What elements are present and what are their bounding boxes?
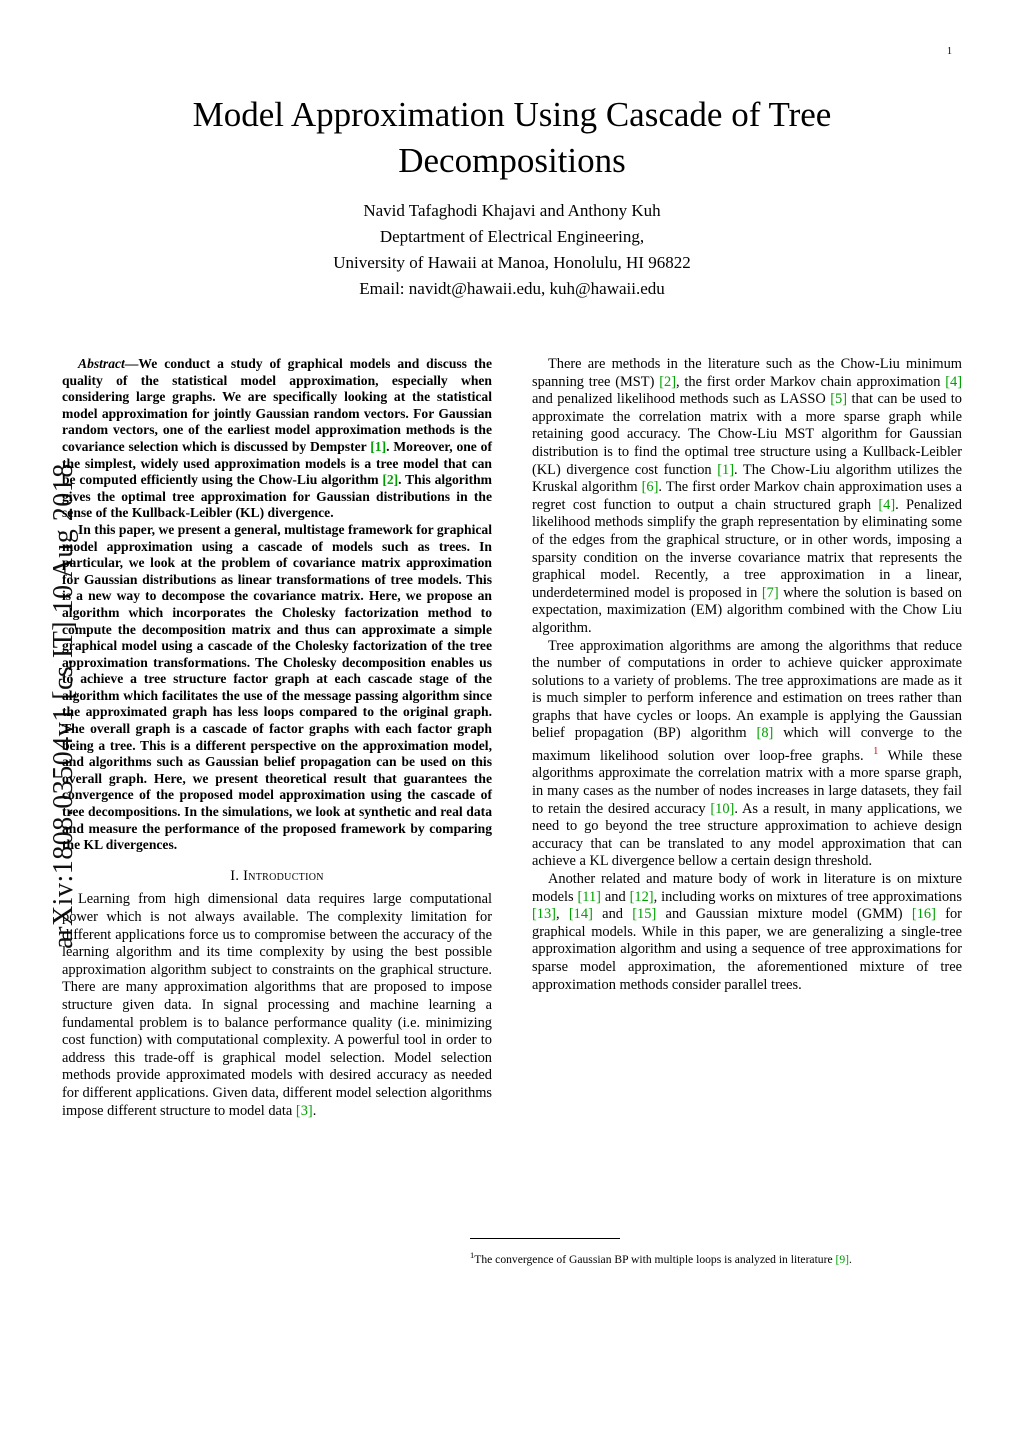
citation-ref[interactable]: [2] [659, 373, 676, 390]
rc-p3-b: and [600, 888, 630, 905]
abstract-text-c: . This algorithm gives the optimal tree approximation for Gaussian distributions in the sense of the Kullback-Leibler (KL) divergence. [62, 472, 492, 521]
rc-p1-e: . The Chow-Liu algorithm utilizes the Kruskal algorithm [532, 461, 962, 496]
rc-p1-h: where the solution is based on expectation, maximization (EM) algorithm combined with the Chow Liu algorithm. [532, 584, 962, 636]
abstract-paragraph-2: In this paper, we present a general, multistage framework for graphical model approximation using a cascade of models such as trees. In particular, we look at the problem of covariance matrix approximation for Gaussian distributions as linear transformations of tree models. This is a new way to decompose the covariance matrix. Here, we propose an algorithm which incorporates the Cholesky factorization method to compute the decomposition matrix and thus can approximate a simple graphical model using a cascade of the Cholesky factorization of the tree approximation transformations. The Cholesky decomposition enables us to achieve a tree structure factor graph at each cascade stage of the algorithm which facilitates the use of the message passing algorithm since the approximated graph has less loops compared to the original graph. The overall graph is a cascade of factor graphs with each factor graph being a tree. This is a different perspective on the approximation model, and algorithms such as Gaussian belief propagation can be used on this overall graph. Here, we present theoretical result that guarantees the convergence of the proposed model approximation using the cascade of tree decompositions. In the simulations, we look at synthetic and real data and measure the performance of the proposed framework by comparing the KL divergences. [62, 521, 492, 853]
footnote-number: 1 [470, 1250, 475, 1260]
rc-p3-g: for graphical models. While in this paper, we are generalizing a single-tree approximation algorithm and using a sequence of tree approximations for sparse model approximation, the aforementioned mixture of tree approximation methods consider parallel trees. [532, 906, 962, 993]
page-title: Model Approximation Using Cascade of Tree Decompositions [192, 95, 832, 180]
rc-p2-a: Tree approximation algorithms are among the algorithms that reduce the number of computations in order to achieve quicker approximate solutions to a variety of problems. The tree approximations are made as it is much simpler to perform inference and estimation on trees rather than graphs that have cycles or loops. An example is applying the Gaussian belief propagation (BP) algorithm [532, 637, 962, 742]
rc-p1-c: and penalized likelihood methods such as LASSO [532, 391, 831, 408]
citation-ref[interactable]: [5] [830, 391, 847, 408]
right-paragraph-3 [532, 871, 962, 994]
footnote-body-a: The convergence of Gaussian BP with multiple loops is analyzed in literature [474, 1252, 836, 1266]
citation-ref[interactable]: [12] [629, 888, 654, 905]
rc-p1-b: , the first order Markov chain approximation [676, 373, 946, 390]
abstract-text-b: . Moreover, one of the simplest, widely used approximation models is a tree model that can be computed efficiently using the Chow-Liu algorithm [62, 438, 492, 488]
citation-ref[interactable]: [14] [568, 906, 593, 923]
citation-ref[interactable]: [6] [641, 479, 659, 496]
intro-text-a: Learning from high dimensional data requires large computational power which is not always available. The complexity limitation for different applications force us to compromise between the accuracy of the learning algorithm and its time complexity by using the best possible approximation algorithm subject to constraints on the graphical structure. There are many approximation algorithms that are proposed to impose structure given data. In signal processing and machine learning a fundamental problem is to balance performance quality (i.e. minimizing cost function) with computational complexity. A powerful tool in order to address this trade-off is graphical model selection. Model selection methods provide approximated models with desired accuracy as needed for different applications. Given data, different model selection algorithms impose different structure to model data [62, 891, 492, 1119]
right-column [532, 356, 962, 994]
rc-p3-f: and Gaussian mixture model (GMM) [656, 906, 912, 923]
rc-p3-c: , including works on mixtures of tree approximations [653, 888, 962, 905]
citation-ref[interactable]: [2] [382, 472, 399, 488]
citation-ref[interactable]: [4] [878, 496, 896, 513]
footnote-marker[interactable]: 1 [873, 746, 879, 758]
author-institution: University of Hawaii at Manoa, Honolulu, HI 96822 [333, 253, 691, 272]
author-block [112, 198, 912, 302]
citation-ref[interactable]: [15] [632, 906, 657, 923]
intro-text-b: . [312, 1102, 317, 1119]
footnote-divider [470, 1238, 620, 1239]
rc-p2-d: . As a result, in many applications, we need to go beyond the tree structure approximation to achieve design accuracy that can be translated to any model approximation that can achieve a KL divergence bellow a certain design threshold. [532, 800, 963, 870]
author-email: Email: navidt@hawaii.edu, kuh@hawaii.edu [359, 279, 665, 298]
footnote-body-b: . [849, 1252, 852, 1266]
intro-paragraph-1 [62, 891, 492, 1120]
rc-p1-d: that can be used to approximate the correlation matrix with a more sparse graph while retaining good accuracy. The Chow-Liu MST algorithm for Gaussian distribution is to find the optimal tree structure using a Kullback-Leibler (KL) divergence cost function [532, 391, 962, 478]
page-number: 1 [947, 46, 952, 57]
rc-p2-c: While these algorithms approximate the correlation matrix with a more sparse graph, in many cases as the number of nodes increases in large datasets, they fail to retain the desired accuracy [532, 747, 962, 817]
rc-p1-a: There are methods in the literature such as the Chow-Liu minimum spanning tree (MST) [532, 356, 962, 390]
right-paragraph-1 [532, 356, 962, 638]
rc-p1-f: . The first order Markov chain approximation uses a regret cost function to output a chain structured graph [532, 479, 962, 513]
citation-ref[interactable]: [3] [295, 1102, 313, 1119]
citation-ref[interactable]: [10] [710, 800, 735, 817]
abstract-text-a: We conduct a study of graphical models and discuss the quality of the statistical model approximation, especially when considering large graphs. We are specifically looking at the statistical model approximation for jointly Gaussian random vectors. For Gaussian random vectors, one of the earliest model approximation methods is the covariance selection which is discussed by Dempster [62, 356, 492, 454]
author-department: Deptartment of Electrical Engineering, [379, 227, 645, 246]
arxiv-stamp: arXiv:1808.03504v1 [cs.IT] 10 Aug 2018 [48, 463, 79, 949]
footnote-text [470, 1248, 900, 1267]
rc-p2-b: which will converge to the maximum likelihood solution over loop-free graphs. [532, 725, 962, 764]
rc-p3-e: and [592, 906, 633, 923]
citation-ref[interactable]: [1] [370, 438, 387, 454]
abstract-paragraph-1 [62, 356, 492, 522]
citation-ref[interactable]: [13] [532, 906, 556, 923]
citation-ref[interactable]: [11] [577, 888, 601, 905]
citation-ref[interactable]: [1] [717, 461, 734, 478]
citation-ref[interactable]: [4] [945, 373, 962, 390]
left-column [62, 356, 492, 1120]
author-names: Navid Tafaghodi Khajavi and Anthony Kuh [363, 201, 661, 220]
rc-p3-d: , [555, 906, 569, 923]
citation-ref[interactable]: [16] [911, 906, 936, 923]
citation-ref[interactable]: [8] [756, 725, 774, 742]
rc-p3-a: Another related and mature body of work in literature is on mixture models [532, 871, 962, 905]
abstract-label: Abstract— [78, 356, 139, 371]
citation-ref[interactable]: [7] [761, 584, 779, 601]
right-paragraph-2 [532, 638, 962, 872]
rc-p1-g: . Penalized likelihood methods simplify the graph representation by eliminating some of the edges from the graphical structure, or in other words, imposing a sparsity condition on the inverse covariance matrix that represents the graphical model. Recently, a tree approximation in a linear, underdetermined model is proposed in [532, 496, 962, 601]
section-heading-introduction: I. Introduction [230, 867, 324, 884]
citation-ref[interactable]: [9] [835, 1252, 850, 1266]
